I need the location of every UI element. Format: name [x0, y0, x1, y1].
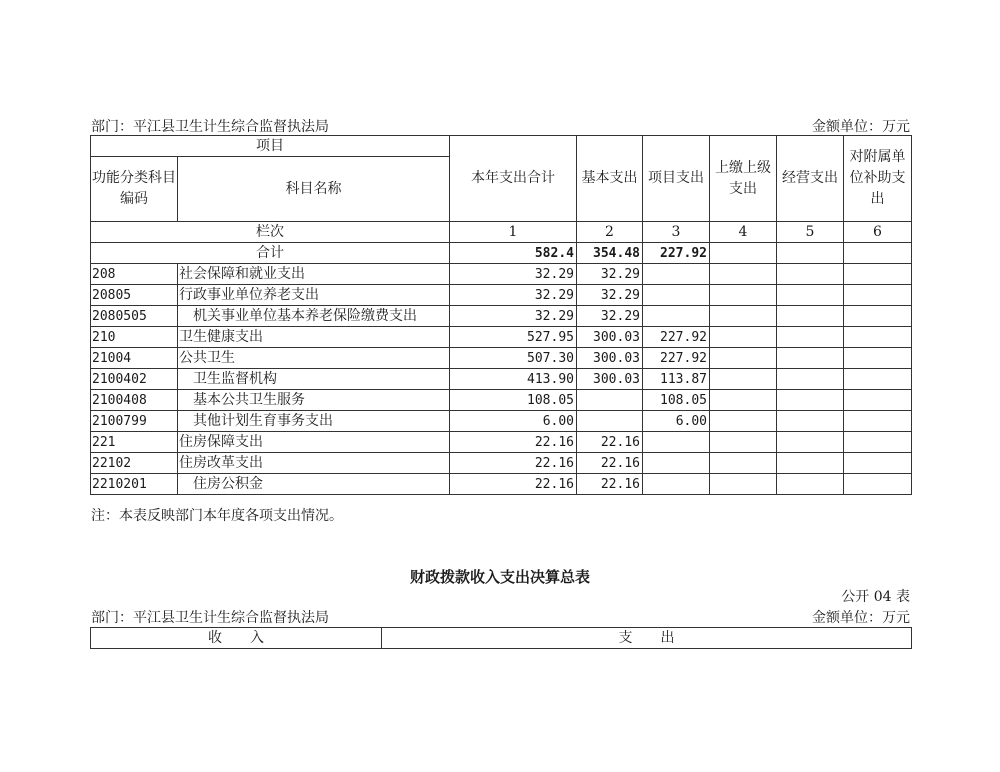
amount-unit-label-2: 金额单位：万元: [812, 610, 910, 626]
row-cell: 22.16: [450, 474, 577, 495]
row-cell: [710, 411, 777, 432]
row-cell: [777, 327, 844, 348]
department-label: 部门：平江县卫生计生综合监督执法局: [91, 119, 329, 135]
row-name: 卫生健康支出: [178, 327, 450, 348]
row-cell: 413.90: [450, 369, 577, 390]
col-index: 4: [710, 222, 777, 243]
row-cell: [577, 390, 643, 411]
table-row: [91, 453, 912, 474]
row-name: 其他计划生育事务支出: [178, 411, 450, 432]
row-cell: [710, 432, 777, 453]
row-name: 机关事业单位基本养老保险缴费支出: [178, 306, 450, 327]
row-cell: 22.16: [577, 474, 643, 495]
table-row: [91, 327, 912, 348]
row-cell: [844, 348, 912, 369]
row-cell: 22.16: [577, 453, 643, 474]
row-code: 21004: [91, 348, 178, 369]
row-cell: 108.05: [450, 390, 577, 411]
row-code: 2210201: [91, 474, 178, 495]
col-index: 1: [450, 222, 577, 243]
row-cell: 32.29: [450, 306, 577, 327]
row-cell: 22.16: [577, 432, 643, 453]
expense-header: 支 出: [382, 628, 912, 649]
row-name: 公共卫生: [178, 348, 450, 369]
row-cell: [844, 453, 912, 474]
row-cell: [710, 327, 777, 348]
row-cell: 300.03: [577, 348, 643, 369]
total-cell: [844, 243, 912, 264]
income-header: 收 入: [91, 628, 382, 649]
row-cell: [777, 264, 844, 285]
row-cell: [844, 264, 912, 285]
row-cell: 6.00: [643, 411, 710, 432]
fiscal-summary-table: [90, 627, 912, 649]
row-code: 221: [91, 432, 178, 453]
table-row: [91, 432, 912, 453]
row-code: 208: [91, 264, 178, 285]
row-cell: [643, 264, 710, 285]
table-row: [91, 306, 912, 327]
row-cell: [777, 474, 844, 495]
total-cell: 354.48: [577, 243, 643, 264]
row-code: 22102: [91, 453, 178, 474]
row-cell: 300.03: [577, 369, 643, 390]
row-cell: [777, 348, 844, 369]
row-cell: [844, 390, 912, 411]
row-cell: [577, 411, 643, 432]
row-cell: 507.30: [450, 348, 577, 369]
col-index: 6: [844, 222, 912, 243]
expenditure-table: [90, 135, 912, 495]
total-cell: 227.92: [643, 243, 710, 264]
row-cell: 32.29: [577, 285, 643, 306]
row-cell: [710, 474, 777, 495]
row-cell: [710, 264, 777, 285]
total-label: 合计: [91, 243, 450, 264]
row-cell: [710, 390, 777, 411]
row-cell: [710, 306, 777, 327]
header-total: 本年支出合计: [450, 136, 577, 222]
row-code: 20805: [91, 285, 178, 306]
total-cell: [777, 243, 844, 264]
row-name: 卫生监督机构: [178, 369, 450, 390]
row-cell: [777, 390, 844, 411]
total-cell: 582.4: [450, 243, 577, 264]
section-title: 财政拨款收入支出决算总表: [409, 568, 590, 586]
row-cell: 227.92: [643, 327, 710, 348]
table-row: [91, 369, 912, 390]
row-cell: 22.16: [450, 432, 577, 453]
lanci-label: 栏次: [91, 222, 450, 243]
table-row: [91, 264, 912, 285]
row-code: 210: [91, 327, 178, 348]
row-name: 社会保障和就业支出: [178, 264, 450, 285]
header-business: 经营支出: [777, 136, 844, 222]
col-index: 3: [643, 222, 710, 243]
row-cell: [844, 411, 912, 432]
row-code: 2100402: [91, 369, 178, 390]
row-cell: [710, 285, 777, 306]
row-cell: [777, 432, 844, 453]
row-cell: [844, 369, 912, 390]
row-cell: [643, 285, 710, 306]
amount-unit-label: 金额单位：万元: [812, 119, 910, 135]
row-cell: 300.03: [577, 327, 643, 348]
row-cell: [844, 285, 912, 306]
row-cell: 227.92: [643, 348, 710, 369]
row-cell: [777, 411, 844, 432]
row-cell: [710, 348, 777, 369]
row-cell: [777, 285, 844, 306]
row-cell: [777, 306, 844, 327]
department-label-2: 部门：平江县卫生计生综合监督执法局: [91, 610, 329, 626]
header-basic: 基本支出: [577, 136, 643, 222]
row-name: 基本公共卫生服务: [178, 390, 450, 411]
row-cell: [643, 474, 710, 495]
table-row: [91, 285, 912, 306]
row-cell: 32.29: [450, 264, 577, 285]
total-cell: [710, 243, 777, 264]
row-code: 2080505: [91, 306, 178, 327]
row-cell: [844, 474, 912, 495]
row-cell: [844, 432, 912, 453]
row-cell: 32.29: [577, 264, 643, 285]
table-row: [91, 348, 912, 369]
row-cell: [777, 453, 844, 474]
row-cell: [710, 369, 777, 390]
col-index: 2: [577, 222, 643, 243]
row-cell: 527.95: [450, 327, 577, 348]
row-cell: 6.00: [450, 411, 577, 432]
row-cell: [710, 453, 777, 474]
row-cell: [777, 369, 844, 390]
form-number: 公开 04 表: [841, 589, 910, 605]
table-row: [91, 474, 912, 495]
row-cell: [844, 306, 912, 327]
row-code: 2100799: [91, 411, 178, 432]
header-name: 科目名称: [178, 157, 450, 222]
table-note: 注：本表反映部门本年度各项支出情况。: [91, 508, 343, 524]
row-cell: 108.05: [643, 390, 710, 411]
header-code: 功能分类科目编码: [91, 157, 178, 222]
row-cell: 32.29: [450, 285, 577, 306]
table-row: [91, 411, 912, 432]
row-cell: [844, 327, 912, 348]
header-subsidy: 对附属单位补助支出: [844, 136, 912, 222]
col-index: 5: [777, 222, 844, 243]
row-cell: [643, 306, 710, 327]
row-cell: [643, 453, 710, 474]
row-cell: 32.29: [577, 306, 643, 327]
row-name: 行政事业单位养老支出: [178, 285, 450, 306]
row-code: 2100408: [91, 390, 178, 411]
row-cell: 22.16: [450, 453, 577, 474]
row-name: 住房改革支出: [178, 453, 450, 474]
row-name: 住房公积金: [178, 474, 450, 495]
row-cell: 113.87: [643, 369, 710, 390]
table-row: [91, 390, 912, 411]
header-project: 项目: [91, 136, 450, 157]
header-upper: 上缴上级支出: [710, 136, 777, 222]
header-project-exp: 项目支出: [643, 136, 710, 222]
row-name: 住房保障支出: [178, 432, 450, 453]
row-cell: [643, 432, 710, 453]
